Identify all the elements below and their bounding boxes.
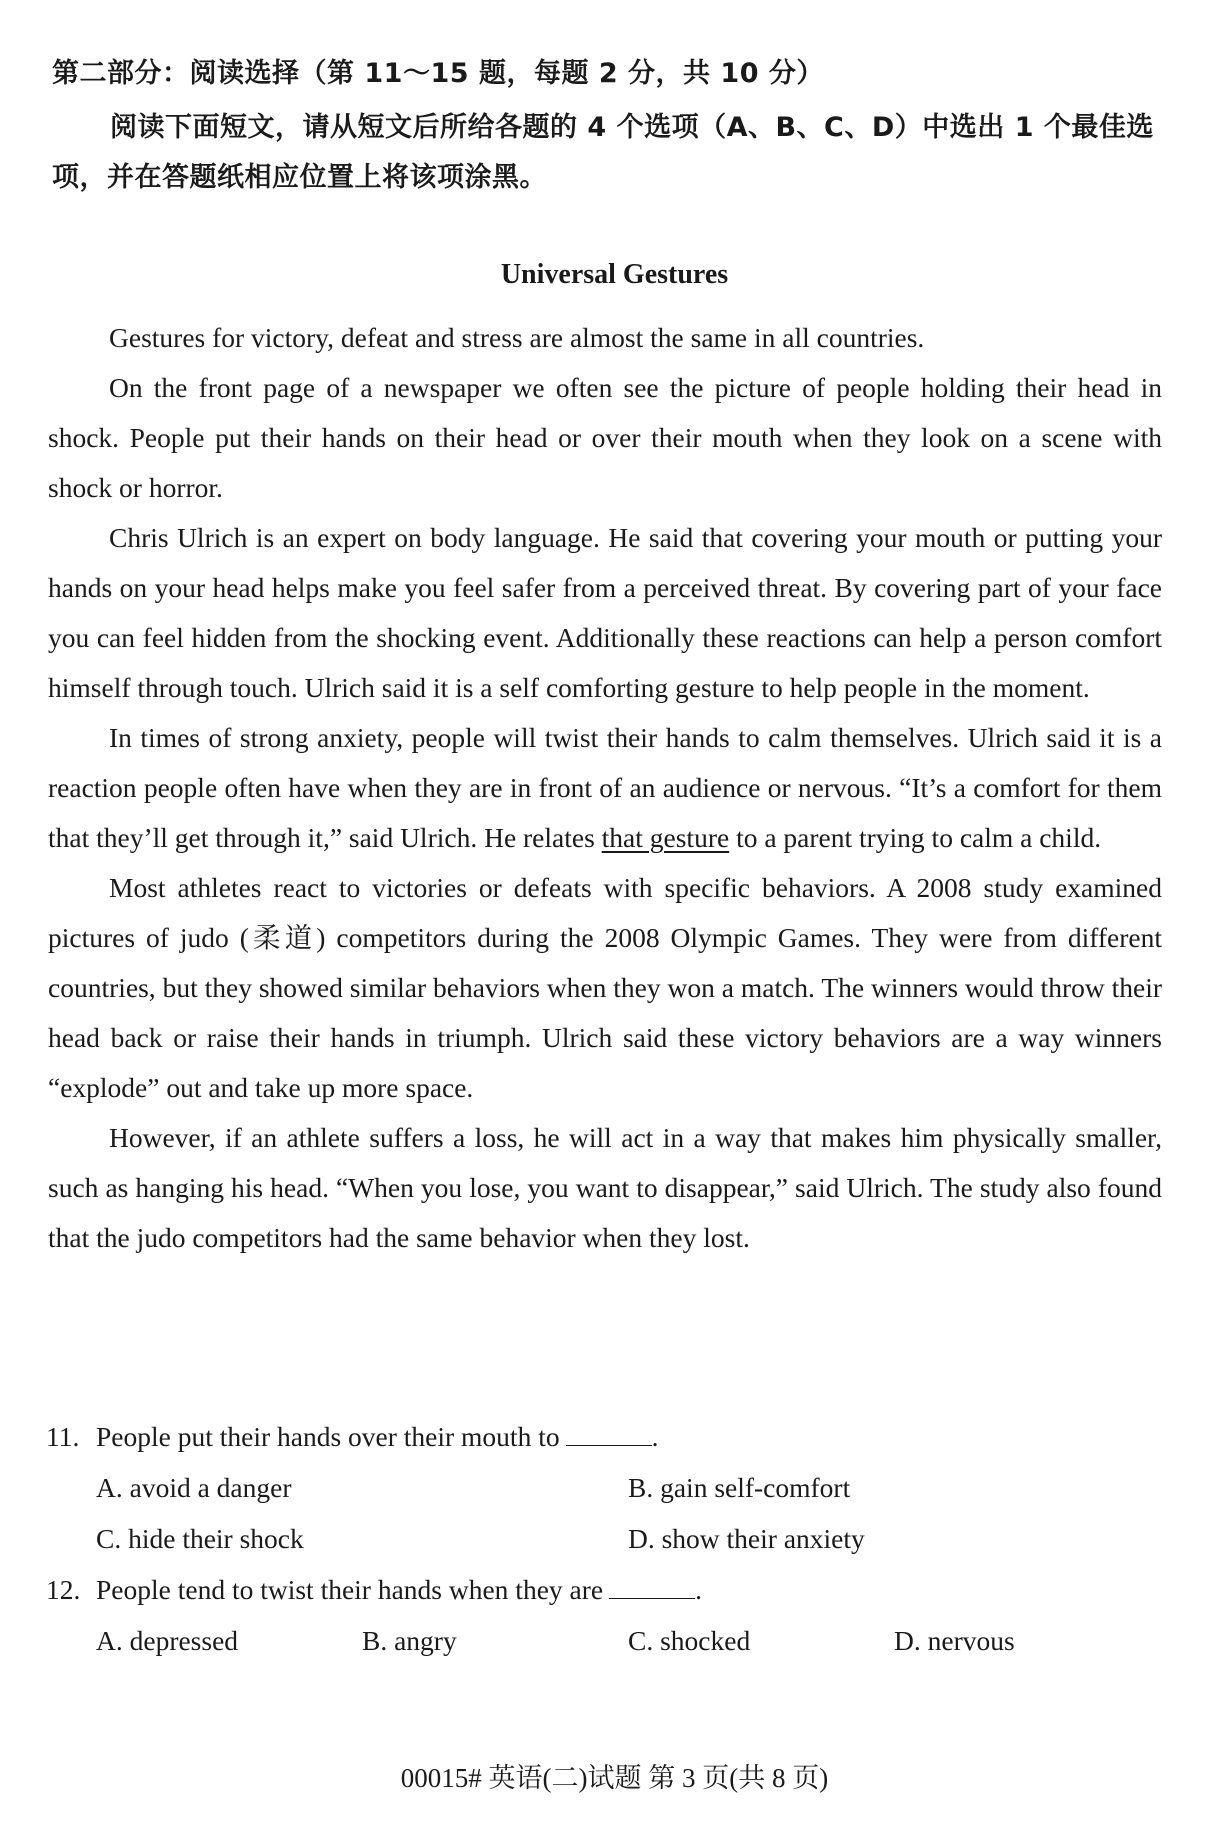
answer-blank xyxy=(609,1568,695,1599)
question-stem xyxy=(46,1564,1156,1615)
answer-blank xyxy=(566,1415,652,1446)
paragraph-4 xyxy=(48,713,1162,863)
question-12 xyxy=(46,1564,1156,1666)
paragraph-3: Chris Ulrich is an expert on body language. He said that covering your mouth or putting your hands on your head helps make you feel safer from a perceived threat. By covering part of your face you can feel hidden from the shocking event. Additionally these reactions can help a person comfort himself through touch. Ulrich said it is a self comforting gesture to help people in the moment. xyxy=(48,522,1162,703)
question-11 xyxy=(46,1411,1156,1564)
options-row xyxy=(96,1462,1156,1513)
option-a: A. depressed xyxy=(96,1625,239,1656)
question-end-punct: . xyxy=(651,1421,659,1452)
option-d: D. nervous xyxy=(894,1625,1015,1656)
passage-body xyxy=(48,313,1162,1263)
instructions: 阅读下面短文，请从短文后所给各题的 4 个选项（A、B、C、D）中选出 1 个最佳选项，并在答题纸相应位置上将该项涂黑。 xyxy=(52,112,1154,193)
option-a: A. avoid a danger xyxy=(96,1472,292,1503)
question-end-punct: . xyxy=(695,1574,702,1605)
option-c: C. hide their shock xyxy=(96,1523,304,1554)
option-b: B. gain self-comfort xyxy=(628,1472,851,1503)
paragraph-5: Most athletes react to victories or defeats with specific behaviors. A 2008 study examined pictures of judo (柔道) competitors during the 2008 Olympic Games. They were from different countries, but they showed similar behaviors when they won a match. The winners would throw their head back or raise their hands in triumph. Ulrich said these victory behaviors are a way winners “explode” out and take up more space. xyxy=(48,872,1162,1103)
question-number: 11. xyxy=(46,1421,80,1452)
option-b: B. angry xyxy=(362,1625,457,1656)
section-header: 第二部分：阅读选择（第 11～15 题，每题 2 分，共 10 分） xyxy=(52,58,824,89)
page-footer: 00015# 英语(二)试题 第 3 页(共 8 页) xyxy=(400,1763,829,1793)
question-text: People tend to twist their hands when they are xyxy=(96,1574,604,1605)
paragraph-1: Gestures for victory, defeat and stress are almost the same in all countries. xyxy=(109,322,925,353)
underlined-phrase: that gesture xyxy=(601,822,730,853)
question-text: People put their hands over their mouth to xyxy=(96,1421,560,1452)
paragraph-6: However, if an athlete suffers a loss, he will act in a way that makes him physically smaller, such as hanging his head. “When you lose, you want to disappear,” said Ulrich. The study also found that the judo competitors had the same behavior when they lost. xyxy=(48,1122,1162,1253)
passage-title: Universal Gestures xyxy=(500,259,729,290)
options-row xyxy=(96,1513,1156,1564)
paragraph-4-text-end: to a parent trying to calm a child. xyxy=(729,822,1102,853)
options xyxy=(46,1462,1156,1564)
option-c: C. shocked xyxy=(628,1625,751,1656)
paragraph-4-text-start: In times of strong anxiety, people will twist their hands to calm themselves. Ulrich said it is a reaction people often have when they are in front of an audience or nervous. “It’s a comfort for them that they’ll get through it,” said Ulrich. He relates xyxy=(48,722,1162,853)
option-d: D. show their anxiety xyxy=(628,1523,865,1554)
options-row xyxy=(46,1615,1156,1666)
question-stem xyxy=(46,1411,1156,1462)
paragraph-2: On the front page of a newspaper we often see the picture of people holding their head in shock. People put their hands on their head or over their mouth when they look on a scene with shock or horror. xyxy=(48,372,1162,503)
question-list xyxy=(46,1411,1156,1666)
question-number: 12. xyxy=(46,1574,81,1605)
